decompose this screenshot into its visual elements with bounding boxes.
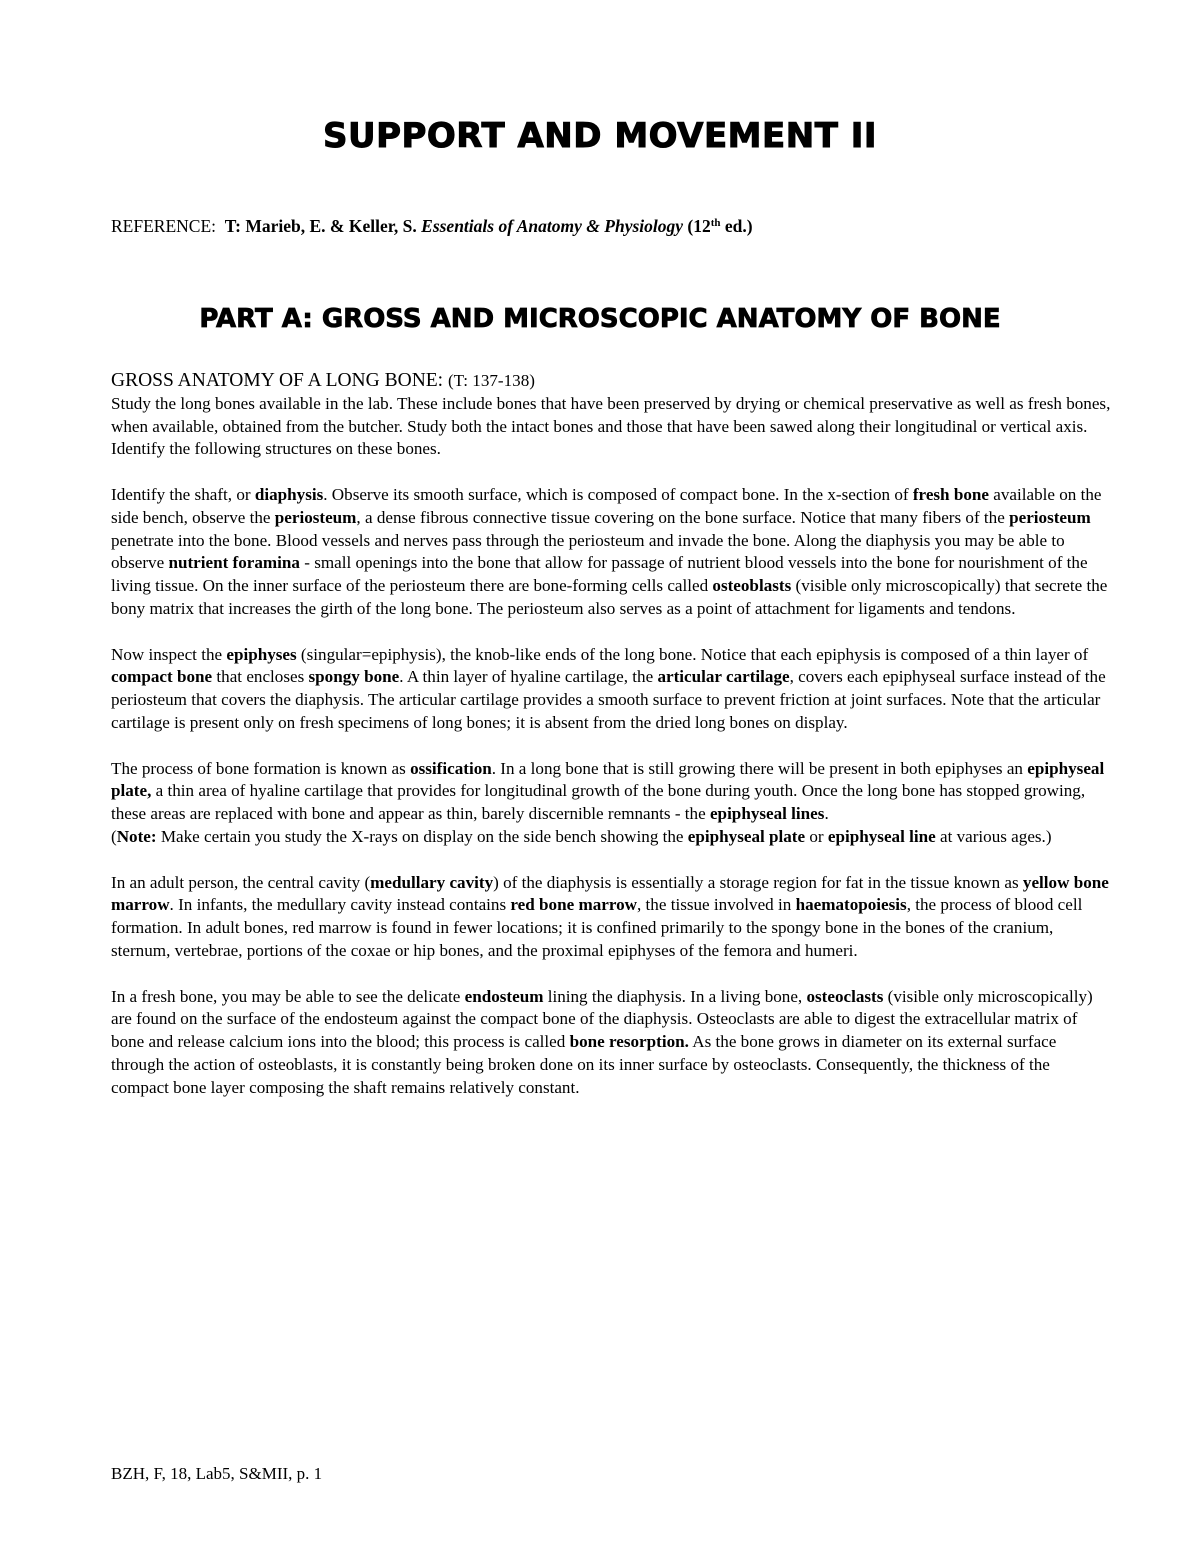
- term-epiphyseal-lines: epiphyseal lines: [709, 804, 825, 824]
- paragraph-endosteum: In a fresh bone, you may be able to see the delicate endosteum lining the diaphysis. In a living bone, osteoclasts (visible only microscopically) are found on the surface of the endosteum against the compact bone of the diaphysis. Osteoclasts are able to digest the extracellular matrix of bone and release calcium ions into the blood; this process is called bone resorption. As the bone grows in diameter on its external surface through the action of osteoblasts, it is constantly being broken done on its inner surface by osteoclasts. Consequently, the thickness of the compact bone layer composing the shaft remains relatively constant.: [111, 986, 1093, 1097]
- term-nutrient-foramina: nutrient foramina: [168, 553, 300, 573]
- term-yellow-bone-marrow: yellow bone marrow: [111, 872, 1109, 915]
- paragraph-ossification: The process of bone formation is known as ossification. In a long bone that is still growing there will be present in both epiphyses an epiphyseal plate, a thin area of hyaline cartilage that provides for longitudinal growth of the bone during youth. Once the long bone has stopped growing, these areas are replaced with bone and appear as thin, barely discernible remnants - the epiphyseal lines.: [111, 758, 1105, 824]
- reference-book-title: Essentials of Anatomy & Physiology: [421, 216, 684, 236]
- section-heading-text: GROSS ANATOMY OF A LONG BONE:: [111, 370, 444, 391]
- paragraph-study: Study the long bones available in the lab. These include bones that have been preserved by drying or chemical preservative as well as fresh bones, when available, obtained from the butcher. Study both the intact bones and those that have been sawed along their longitudinal or vertical axis. Identify the following structures on these bones.: [111, 393, 1111, 459]
- section-body: [111, 370, 1111, 1100]
- term-compact-bone: compact bone: [111, 667, 213, 687]
- term-red-bone-marrow: red bone marrow: [510, 895, 637, 915]
- part-a-heading: PART A: GROSS AND MICROSCOPIC ANATOMY OF BONE: [199, 304, 1001, 334]
- term-periosteum: periosteum: [1009, 507, 1091, 527]
- paragraph-diaphysis: Identify the shaft, or diaphysis. Observe its smooth surface, which is composed of compact bone. In the x-section of fresh bone available on the side bench, observe the periosteum, a dense fibrous connective tissue covering on the bone surface. Notice that many fibers of the periosteum penetrate into the bone. Blood vessels and nerves pass through the periosteum and invade the bone. Along the diaphysis you may be able to observe nutrient foramina - small openings into the bone that allow for passage of nutrient blood vessels into the bone for nourishment of the living tissue. On the inner surface of the periosteum there are bone-forming cells called osteoblasts (visible only microscopically) that secrete the bony matrix that increases the girth of the long bone. The periosteum also serves as a point of attachment for ligaments and tendons.: [111, 484, 1108, 618]
- page-footer: BZH, F, 18, Lab5, S&MII, p. 1: [111, 1464, 323, 1483]
- term-spongy-bone: spongy bone: [308, 667, 400, 687]
- term-osteoclasts: osteoclasts: [806, 986, 884, 1006]
- term-ossification: ossification: [410, 758, 492, 778]
- term-epiphyseal-line: epiphyseal line: [827, 826, 936, 846]
- paragraph-epiphyses: Now inspect the epiphyses (singular=epiphysis), the knob-like ends of the long bone. Notice that each epiphysis is composed of a thin layer of compact bone that encloses spongy bone. A thin layer of hyaline cartilage, the articular cartilage, covers each epiphyseal surface instead of the periosteum that covers the diaphysis. The articular cartilage provides a smooth surface to prevent friction at joint surfaces. Note that the articular cartilage is present only on fresh specimens of long bones; it is absent from the dried long bones on display.: [111, 644, 1106, 732]
- reference-edition: (12th ed.): [687, 216, 753, 236]
- reference-label: REFERENCE:: [111, 216, 217, 236]
- term-bone-resorption: bone resorption.: [569, 1032, 689, 1052]
- page-title: SUPPORT AND MOVEMENT II: [322, 116, 878, 156]
- term-diaphysis: diaphysis: [254, 484, 324, 504]
- term-epiphyseal-plate: epiphyseal plate,: [111, 758, 1105, 801]
- term-haematopoiesis: haematopoiesis: [795, 895, 907, 915]
- term-epiphyseal-plate: epiphyseal plate: [687, 826, 806, 846]
- section-heading: [111, 370, 1111, 393]
- reference-authors: T: Marieb, E. & Keller, S.: [224, 216, 417, 236]
- term-osteoblasts: osteoblasts: [712, 576, 792, 596]
- term-endosteum: endosteum: [464, 986, 544, 1006]
- paragraph-note: (Note: Make certain you study the X-rays on display on the side bench showing the epiphyseal plate or epiphyseal line at various ages.): [111, 826, 1052, 846]
- term-medullary-cavity: medullary cavity: [370, 872, 494, 892]
- reference-line: [111, 216, 1111, 237]
- paragraph-marrow: In an adult person, the central cavity (medullary cavity) of the diaphysis is essentially a storage region for fat in the tissue known as yellow bone marrow. In infants, the medullary cavity instead contains red bone marrow, the tissue involved in haematopoiesis, the process of blood cell formation. In adult bones, red marrow is found in fewer locations; it is confined primarily to the spongy bone in the bones of the cranium, sternum, vertebrae, portions of the coxae or hip bones, and the proximal epiphyses of the femora and humeri.: [111, 872, 1109, 960]
- term-periosteum: periosteum: [274, 507, 357, 527]
- term-fresh-bone: fresh bone: [912, 484, 989, 504]
- section-page-ref: (T: 137-138): [447, 371, 535, 390]
- term-articular-cartilage: articular cartilage: [657, 667, 790, 687]
- term-epiphyses: epiphyses: [226, 644, 297, 664]
- note-label: Note:: [116, 826, 157, 846]
